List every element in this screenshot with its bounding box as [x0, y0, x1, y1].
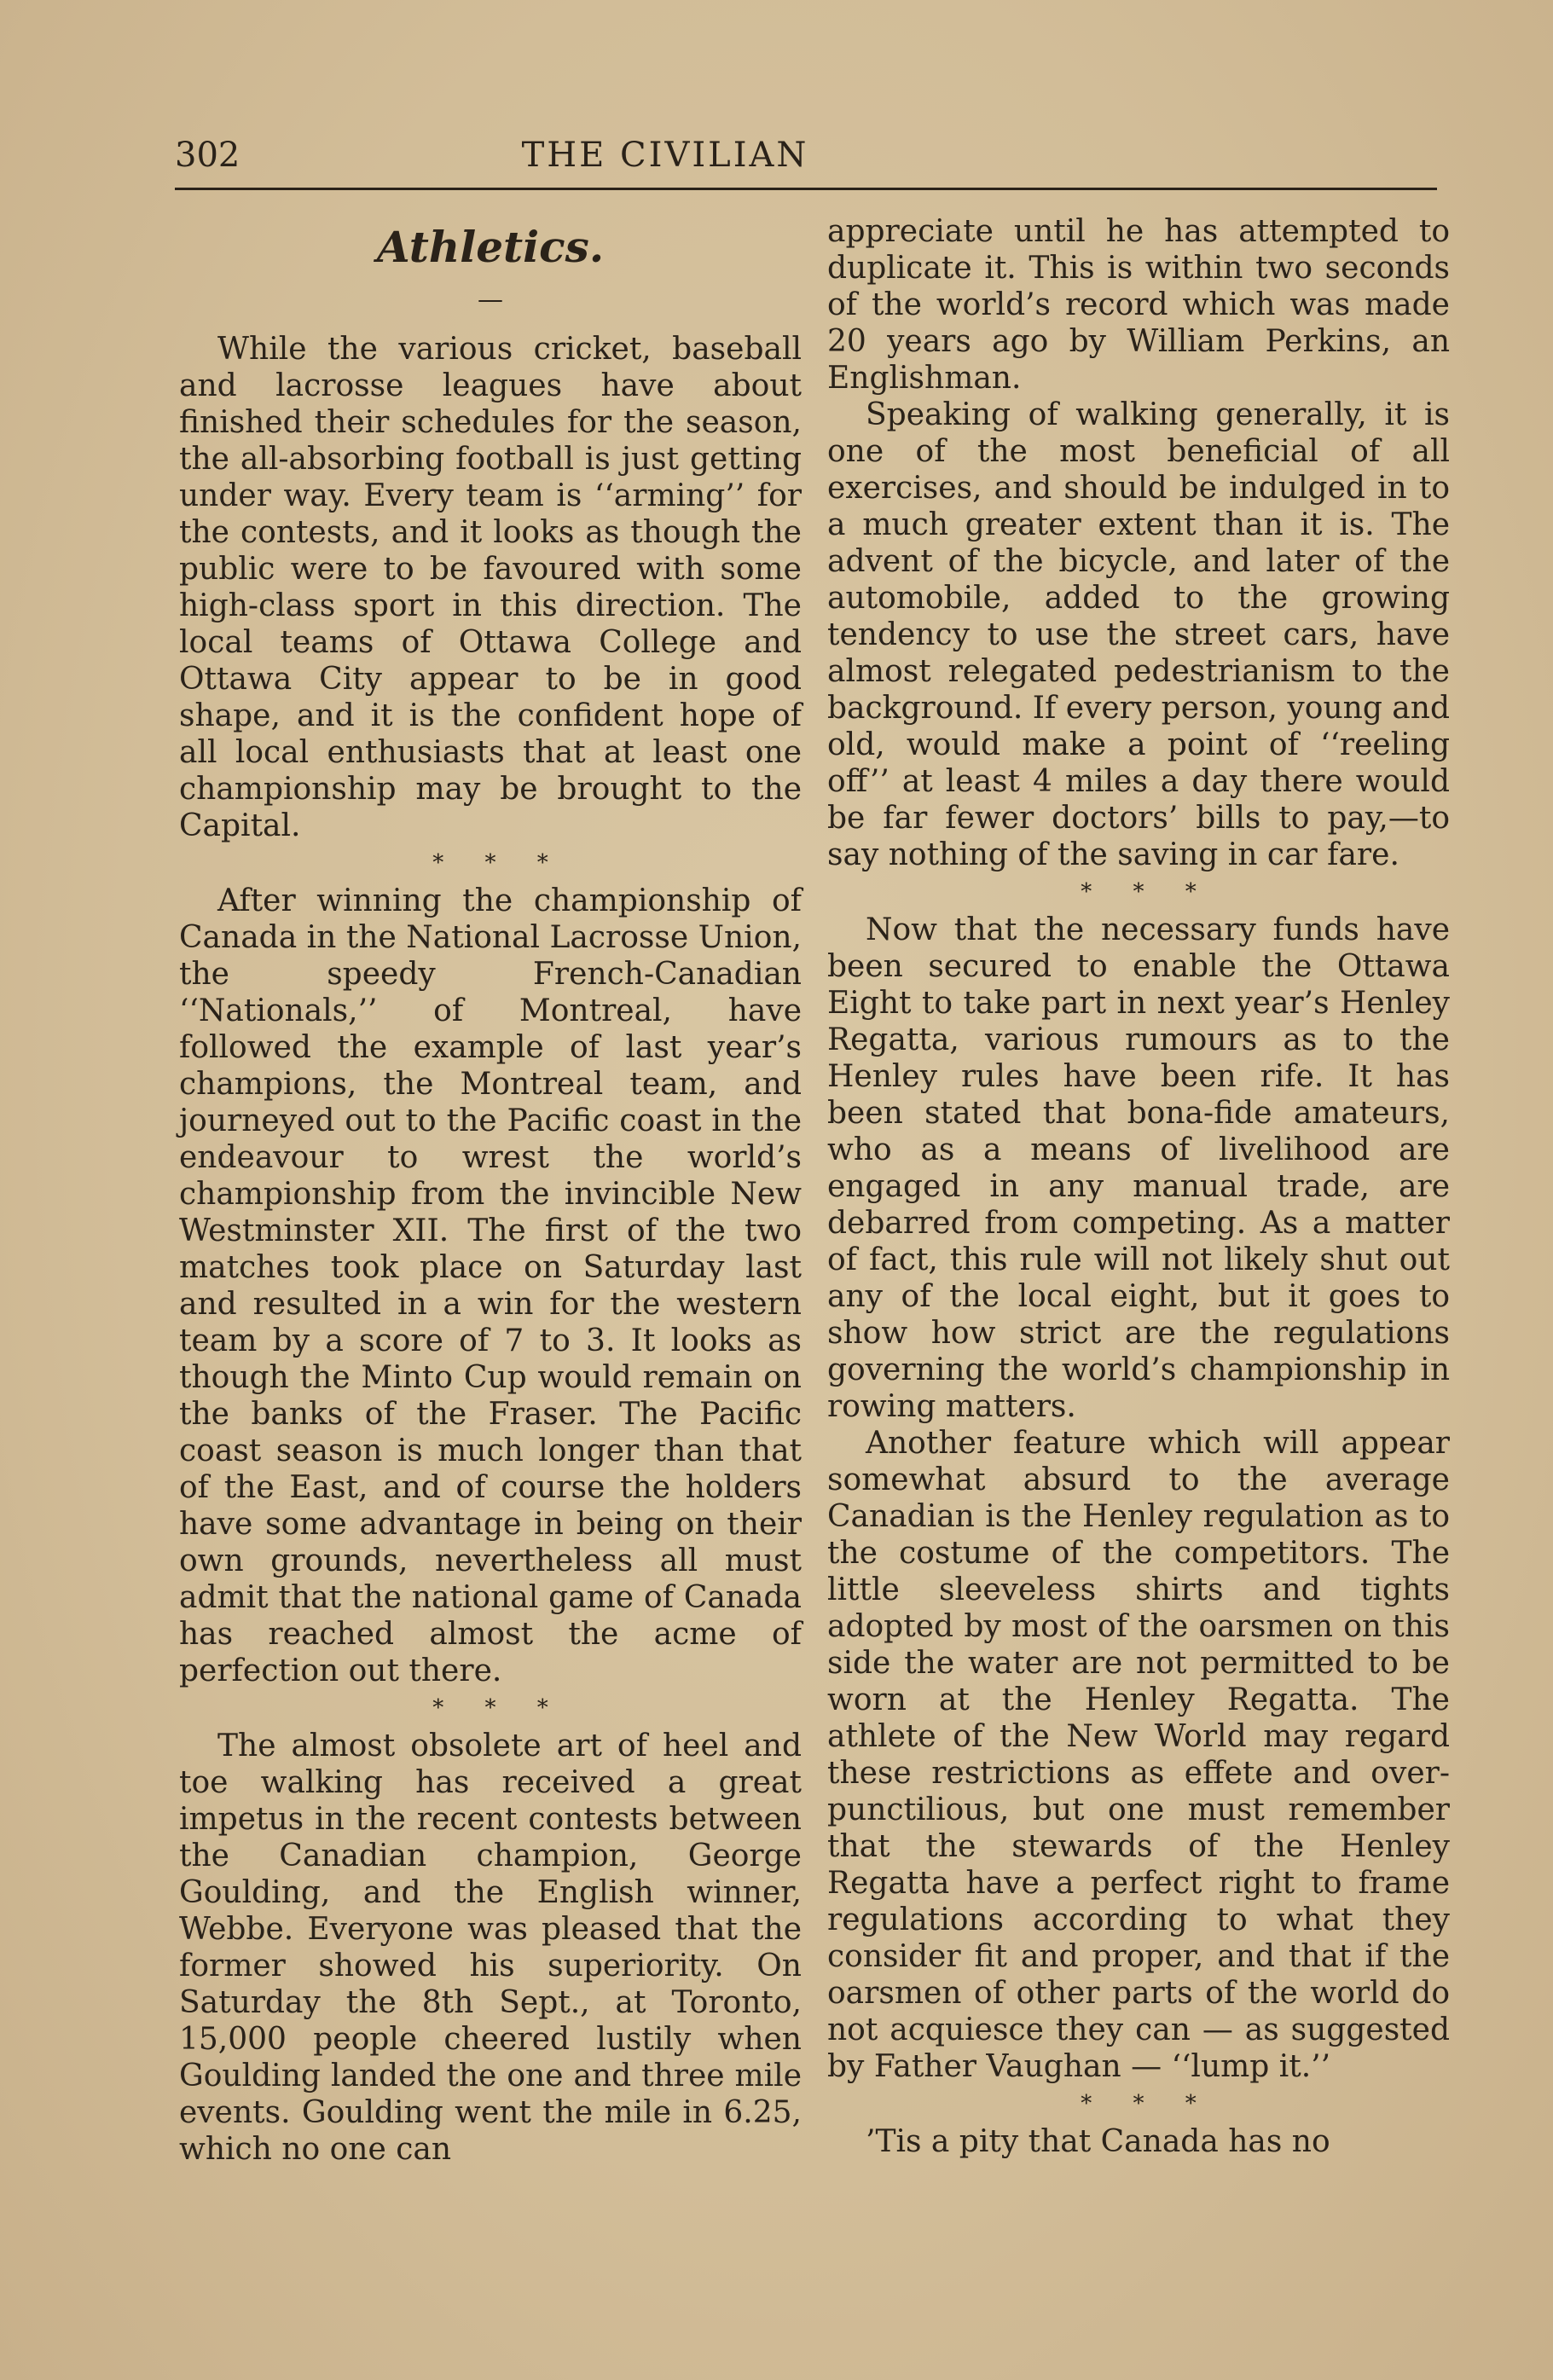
left-column	[179, 213, 802, 2168]
paragraph-henley-costume: Another feature which will appear somewhat absurd to the average Canadian is the Henley regulation as to the costume of the competitors. The little sleeveless shirts and tights adopted by most of the oarsmen on this side the water are not permitted to be worn at the Henley Regatta. The athlete of the New World may regard these restrictions as effete and over-punctilious, but one must remember that the stewards of the Henley Regatta have a perfect right to frame regulations according to what they consider fit and proper, and that if the oarsmen of other parts of the world do not acquiesce they can — as suggested by Father Vaughan — ‘‘lump it.’’	[827, 1426, 1450, 2084]
title-dash: —	[478, 285, 503, 315]
paragraph-canada-pity: ’Tis a pity that Canada has no	[866, 2124, 1330, 2159]
running-title: THE CIVILIAN	[521, 136, 809, 175]
page-header	[175, 130, 1437, 181]
section-separator: * * *	[1081, 879, 1214, 905]
paragraph-lacrosse: After winning the championship of Canada in the National Lacrosse Union, the speedy French-Canadian ‘‘Nationals,’’ of Montreal, have followed the example of last year’s champions, the Montreal team, and journeyed out to the Pacific coast in the endeavour to wrest the world’s championship from the invincible New Westminster XII. The first of the two matches took place on Saturday last and resulted in a win for the western team by a score of 7 to 3. It looks as though the Minto Cup would remain on the banks of the Fraser. The Pacific coast season is much longer than that of the East, and of course the holders have some advantage in being on their own grounds, nevertheless all must admit that the national game of Canada has reached almost the acme of perfection out there.	[179, 883, 802, 1688]
right-column	[827, 213, 1450, 2160]
paragraph-walking-continued: appreciate until he has attempted to duplicate it. This is within two seconds of the world’s record which was made 20 years ago by William Perkins, an Englishman.	[827, 214, 1450, 396]
section-title: Athletics.	[376, 222, 605, 272]
paragraph-football: While the various cricket, baseball and lacrosse leagues have about finished their schedules for the season, the all-absorbing football is just getting under way. Every team is ‘‘arming’’ for the contests, and it looks as though the public were to be favoured with some high-class sport in this direction. The local teams of Ottawa College and Ottawa City appear to be in good shape, and it is the confident hope of all local enthusiasts that at least one championship may be brought to the Capital.	[179, 332, 802, 843]
paragraph-walking-general: Speaking of walking generally, it is one of the most beneficial of all exercises, and should be indulged in to a much greater extent than it is. The advent of the bicycle, and later of the automobile, added to the growing tendency to use the street cars, have almost relegated pedestrianism to the background. If every person, young and old, would make a point of ‘‘reeling off’’ at least 4 miles a day there would be far fewer doctors’ bills to pay,—to say nothing of the saving in car fare.	[827, 397, 1450, 872]
paragraph-walking: The almost obsolete art of heel and toe walking has received a great impetus in the recent contests between the Canadian champion, George Goulding, and the English winner, Webbe. Everyone was pleased that the former showed his superiority. On Saturday the 8th Sept., at Toronto, 15,000 people cheered lustily when Goulding landed the one and three mile events. Goulding went the mile in 6.25, which no one can	[179, 1729, 802, 2167]
header-rule	[175, 188, 1437, 190]
paragraph-henley-rules: Now that the necessary funds have been secured to enable the Ottawa Eight to take part in next year’s Henley Regatta, various rumours as to the Henley rules have been rife. It has been stated that bona-fide amateurs, who as a means of livelihood are engaged in any manual trade, are debarred from competing. As a matter of fact, this rule will not likely shut out any of the local eight, but it goes to show how strict are the regulations governing the world’s championship in rowing matters.	[827, 912, 1450, 1424]
page-number: 302	[175, 136, 240, 175]
section-separator: * * *	[432, 1695, 565, 1721]
section-separator: * * *	[432, 850, 565, 876]
section-separator: * * *	[1081, 2091, 1214, 2117]
